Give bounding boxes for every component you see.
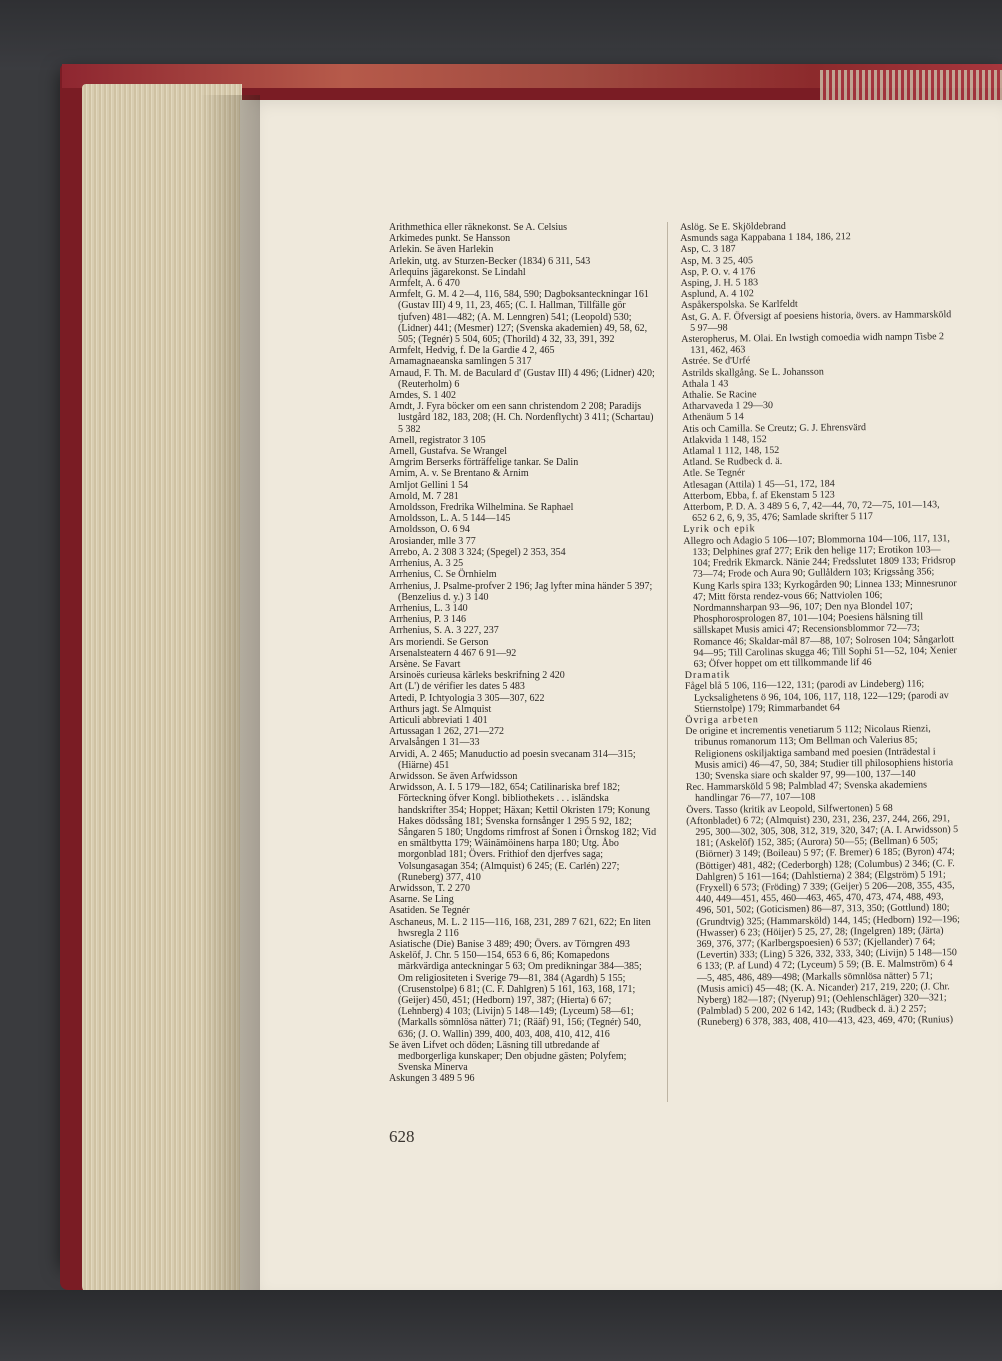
index-entry: Arnoldsson, L. A. 5 144—145: [389, 513, 511, 525]
index-entry: Arthurs jagt. Se Almquist: [389, 703, 492, 715]
index-entry: Asarne. Se Ling: [389, 894, 454, 906]
index-entry: (Aftonbladet) 6 72; (Almquist) 230, 231, 236, 237, 244, 266, 291, 295, 300—302, 305, 308, 312, 319, 320, 347; (A. I. Arwidsson) 5 181; (Askelöf) 152, 385; (Aurora) 50—55; (Bellman) 6 505; (Biörner) 3 149; (Boileau) 5 97; (F. Bremer) 6 185; (Byron) 474; (Böttiger) 481, 482; (Cederborgh) 128; (Columbus) 2 346; (C. F. Dahlgren) 5 161—164; (Dahlstierna) 2 384; (Elgström) 5 191; (Fryxell) 6 573; (Fröding) 7 339; (Geijer) 5 206—208, 355, 435, 440, 449—451, 455, 460—463, 465, 470, 473, 474, 488, 493, 496, 501, 502; (Goticismen) 86—87, 313, 350; (Gottlund) 180; (Grundtvig) 325; (Hammarsköld) 144, 145; (Hedborn) 192—196; (Hwasser) 6 23; (Höijer) 5 25, 27, 28; (Ingelgren) 189; (Järta) 369, 376, 377; (Karlbergspoesien) 6 537; (Kjellander) 7 64; (Levertin) 333; (Ling) 5 326, 332, 333, 340; (Livijn) 5 148—150 6 133; (P. af Lund) 4 72; (Lyceum) 5 59; (B. E. Malmström) 6 4—5, 485, 486, 489—498; (Markalls sömnlösa nätter) 5 71; (Musis amici) 45—48; (K. A. Nicander) 217, 219, 220; (J. Chr. Nyberg) 182—187; (Nyerup) 91; (Oehlenschläger) 320—321; (Palmblad) 5 200, 202 6 142, 143; (Rudbeck d. ä.) 2 257; (Runeberg) 6 378, 383, 408, 410—413, 423, 469, 470; (Runius): [686, 812, 960, 1029]
index-entry: Arwidsson. Se även Arfwidsson: [389, 770, 518, 782]
index-entry: Atlakvida 1 148, 152: [682, 433, 767, 446]
index-entry: Atharvaveda 1 29—30: [681, 400, 774, 413]
index-entry: Ast, G. A. F. Öfversigt af poesiens historia, övers. av Hammarsköld 5 97—98: [680, 308, 952, 334]
index-entry: Athala 1 43: [681, 378, 729, 390]
index-entry: Articuli abbreviati 1 401: [389, 714, 488, 726]
index-entry: Asmunds saga Kappabana 1 184, 186, 212: [680, 231, 851, 245]
index-entry: Atterbom, P. D. A. 3 489 5 6, 7, 42—44, 70, 72—75, 101—143, 652 6 2, 6, 9, 35, 476; Samlade skrifter 5 117: [682, 499, 940, 525]
index-entry: Atlesagan (Attila) 1 45—51, 172, 184: [682, 478, 835, 491]
index-entry: Övriga arbeten: [685, 714, 759, 726]
index-entry: Arnim, A. v. Se Brentano & Arnim: [389, 468, 529, 480]
index-entry: Atis och Camilla. Se Creutz; G. J. Ehrensvärd: [682, 421, 867, 435]
index-entry: Art (L') de vérifier les dates 5 483: [389, 681, 525, 693]
index-entry: Fågel blå 5 106, 116—122, 131; (parodi av Lindeberg) 116; Lycksalighetens ö 96, 104, 106, 117, 118, 122—129; (parodi av Stiernstolpe) 179; Rimmarbandet 64: [684, 678, 949, 715]
index-entry: Asp, P. O. v. 4 176: [680, 266, 756, 278]
cover-gilt-edge: [820, 70, 1002, 104]
index-entry: Allegro och Adagio 5 106—107; Blommorna 104—106, 117, 131, 133; Delphines graf 277; Erik den helige 117; Erotikon 103—104; Fredrik Ekmarck. Nänie 244; Fredsslutet 1809 133; Fridsrop 73—74; Frode och Aura 90; Gullåldern 103; Krigssång 356; Kung Karls spira 133; Kyrkogården 90; Linnea 133; Minnesrunor 47; Mitt första rendez-vous 66; Nattviolen 106; Nordmannsharpan 93—96, 107; Den nya Blondel 107; Phosphorosprologen 87, 101—104; Poesiens hälsning till sällskapet Musis amici 47; Recensionsblommor 72—73; Romance 46; Skaldar-mål 87—88, 107; Solrosen 104; Sångarlott 94—95; Till Carolinas skugga 46; Till Sophi 51—52, 104; Xenier 63; Öfver hoppet om ett tillkommande lif 46: [683, 532, 957, 670]
index-entry: Arndt, J. Fyra böcker om een sann christendom 2 208; Paradijs lustgård 182, 183, 208; (H. Ch. Nordenflycht) 3 411; (Schartau) 5 382: [389, 401, 654, 435]
index-entry: Lyrik och epik: [683, 523, 756, 536]
index-entry: Arnaud, F. Th. M. de Baculard d' (Gustav III) 4 496; (Lidner) 420; (Reuterholm) 6: [389, 367, 655, 390]
index-entry: Arrhenius, L. 3 140: [389, 602, 468, 614]
index-entry: Aslög. Se E. Skjöldebrand: [680, 220, 786, 233]
index-entry: Asping, J. H. 5 183: [680, 277, 759, 290]
index-entry: Asplund, A. 4 102: [680, 288, 754, 301]
index-entry: Askelöf, J. Chr. 5 150—154, 653 6 6, 86; Komapedons märkvärdiga anteckningar 5 63; Om predikningar 384—385; Om religiositeten i Sverige 79—81, 384 (Agardh) 5 155; (Crusenstolpe) 6 81; (C. F. Dahlgren) 5 161, 163, 168, 171; (Geijer) 450, 451; (Hedborn) 197, 387; (Hierta) 6 67; (Lehnberg) 4 103; (Livijn) 5 148—149; (Lyceum) 58—61; (Markalls sömnlösa nätter) 71; (Rääf) 91, 156; (Tegnér) 540, 636; (J. O. Wallin) 399, 400, 403, 408, 410, 412, 416: [389, 950, 642, 1040]
index-entry: Asiatische (Die) Banise 3 489; 490; Övers. av Törngren 493: [389, 939, 630, 950]
index-entry: Arndes, S. 1 402: [389, 390, 456, 402]
index-entry: Arvidi, A. 2 465; Manuductio ad poesin svecanam 314—315; (Hiärne) 451: [389, 748, 636, 771]
index-entry: Arrebo, A. 2 308 3 324; (Spegel) 2 353, 354: [389, 546, 566, 558]
index-entry: Atle. Se Tegnér: [682, 467, 745, 480]
index-entry: Asatiden. Se Tegnér: [389, 905, 470, 917]
index-entry: Artussagan 1 262, 271—272: [389, 726, 504, 738]
index-entry: Se även Lifvet och döden; Läsning till utbredande af medborgerliga kunskaper; Den objudne gästen; Polyfem; Svenska Minerva: [389, 1039, 627, 1074]
index-entry: Armfelt, Hedvig, f. De la Gardie 4 2, 465: [389, 345, 555, 357]
index-entry: Arrhenius, S. A. 3 227, 237: [389, 625, 499, 637]
index-entry: Arithmethica eller räknekonst. Se A. Celsius: [389, 222, 568, 233]
index-entry: Arnljot Gellini 1 54: [389, 479, 469, 491]
left-column: [389, 222, 657, 1085]
index-entry: Rec. Hammarsköld 5 98; Palmblad 47; Svenska akademiens handlingar 76—77, 107—108: [685, 779, 928, 805]
index-entry: Astrilds skallgång. Se L. Johansson: [681, 366, 824, 379]
index-entry: Dramatik: [684, 669, 731, 682]
index-entry: Arrhenius, A. 3 25: [389, 558, 464, 570]
index-entry: Atterbom, Ebba, f. af Ekenstam 5 123: [682, 489, 835, 502]
index-entry: Arkimedes punkt. Se Hansson: [389, 233, 511, 245]
background: [0, 0, 1002, 70]
index-entry: Athalie. Se Racine: [681, 389, 757, 402]
index-entry: Övers. Tasso (kritik av Leopold, Silfwertonen) 5 68: [686, 802, 893, 816]
index-entry: Arngrim Berserks förträffelige tankar. Se Dalin: [389, 457, 579, 469]
page-number: 628: [389, 1127, 415, 1146]
index-entry: Askungen 3 489 5 96: [389, 1073, 475, 1085]
index-entry: Arrhenius, P. 3 146: [389, 614, 466, 626]
index-entry: Asteropherus, M. Olai. En lwstigh comoedia widh nampn Tisbe 2 131, 462, 463: [681, 331, 945, 357]
index-entry: Arnoldsson, Fredrika Wilhelmina. Se Raphael: [389, 502, 574, 514]
index-entry: De origine et incrementis venetiarum 5 112; Nicolaus Rienzi, tribunus romanorum 113; Om Bellman och Valerius 85; Religionens oskiljaktiga samband med poesien (Inträdestal i Musis amici) 46—47, 50, 384; Studier till philosophiens historia 130; Svenska siare och skalder 97, 99—100, 137—140: [685, 723, 954, 782]
index-entry: Arsinoës curieusa kärleks beskrifning 2 420: [389, 670, 565, 682]
index-entry: Arsène. Se Favart: [389, 658, 461, 670]
index-entry: Armfelt, A. 6 470: [389, 278, 460, 290]
right-column: [680, 219, 962, 1028]
index-entry: Arnell, registrator 3 105: [389, 434, 486, 446]
index-entry: Astrée. Se d'Urfé: [681, 355, 751, 368]
index-entry: Arsenalsteatern 4 467 6 91—92: [389, 647, 517, 659]
index-entry: Arnell, Gustafva. Se Wrangel: [389, 446, 507, 458]
index-entry: Arnoldsson, O. 6 94: [389, 524, 470, 536]
index-entry: Arvalsången 1 31—33: [389, 737, 480, 749]
table-surface: [0, 1290, 1002, 1361]
index-entry: Atlamal 1 112, 148, 152: [682, 445, 780, 458]
index-entry: Artedi, P. Ichtyologia 3 305—307, 622: [389, 692, 545, 704]
index-entry: Arlequins jägarekonst. Se Lindahl: [389, 266, 526, 278]
index-entry: Atland. Se Rudbeck d. ä.: [682, 456, 783, 469]
index-entry: Arwidsson, A. I. 5 179—182, 654; Catilinariska bref 182; Förteckning öfver Kongl. bibliothekets . . . isländska handskrifter 354; Hoppet; Häxan; Kettil Okristen 179; Konung Hakes dödssång 181; Svenska fornsånger 1 295 5 92, 182; Sångaren 5 180; Ungdoms rimfrost af Sonen i Örnskog 182; Vid en smältbytta 179; Wäinämöinens harpa 180; Utg. Åbo morgonblad 181; Övers. Frithiof den djerfves saga; Volsungasagan 354; (Almquist) 6 245; (E. Carlén) 227; (Runeberg) 377, 410: [389, 782, 657, 883]
index-entry: Asp, M. 3 25, 405: [680, 254, 753, 267]
index-entry: Ars moriendi. Se Gerson: [389, 636, 489, 648]
index-entry: Arrhenius, J. Psalme-profver 2 196; Jag lyfter mina händer 5 397; (Benzelius d. y.) 3 140: [389, 580, 653, 603]
index-entry: Armfelt, G. M. 4 2—4, 116, 584, 590; Dagboksanteckningar 161 (Gustav III) 4 9, 11, 23, 465; (C. I. Hallman, Tillfälle gör tjufven) 481—482; (A. M. Lenngren) 541; (Leopold) 530; (Lidner) 441; (Mesmer) 127; (Svenska akademien) 49, 58, 62, 505; (Tegnér) 5 504, 605; (Thorild) 4 32, 33, 391, 392: [389, 289, 649, 346]
gutter-shadow: [200, 95, 260, 1290]
column-divider: [667, 222, 668, 1102]
index-entry: Arwidsson, T. 2 270: [389, 882, 471, 894]
index-entry: Athenäum 5 14: [681, 411, 744, 424]
index-entry: Arlekin. Se även Harlekin: [389, 244, 494, 256]
index-entry: Arrhenius, C. Se Örnhielm: [389, 569, 497, 581]
index-entry: Arosiander, mlle 3 77: [389, 535, 476, 547]
index-entry: Arlekin, utg. av Sturzen-Becker (1834) 6 311, 543: [389, 255, 591, 267]
index-entry: Asp, C. 3 187: [680, 243, 736, 256]
index-entry: Aspåkerspolska. Se Karlfeldt: [680, 299, 798, 312]
index-entry: Arnamagnaeanska samlingen 5 317: [389, 356, 532, 368]
index-entry: Arnold, M. 7 281: [389, 490, 459, 502]
index-entry: Aschaneus, M. L. 2 115—116, 168, 231, 289 7 621, 622; En liten hwsregla 2 116: [389, 916, 651, 939]
